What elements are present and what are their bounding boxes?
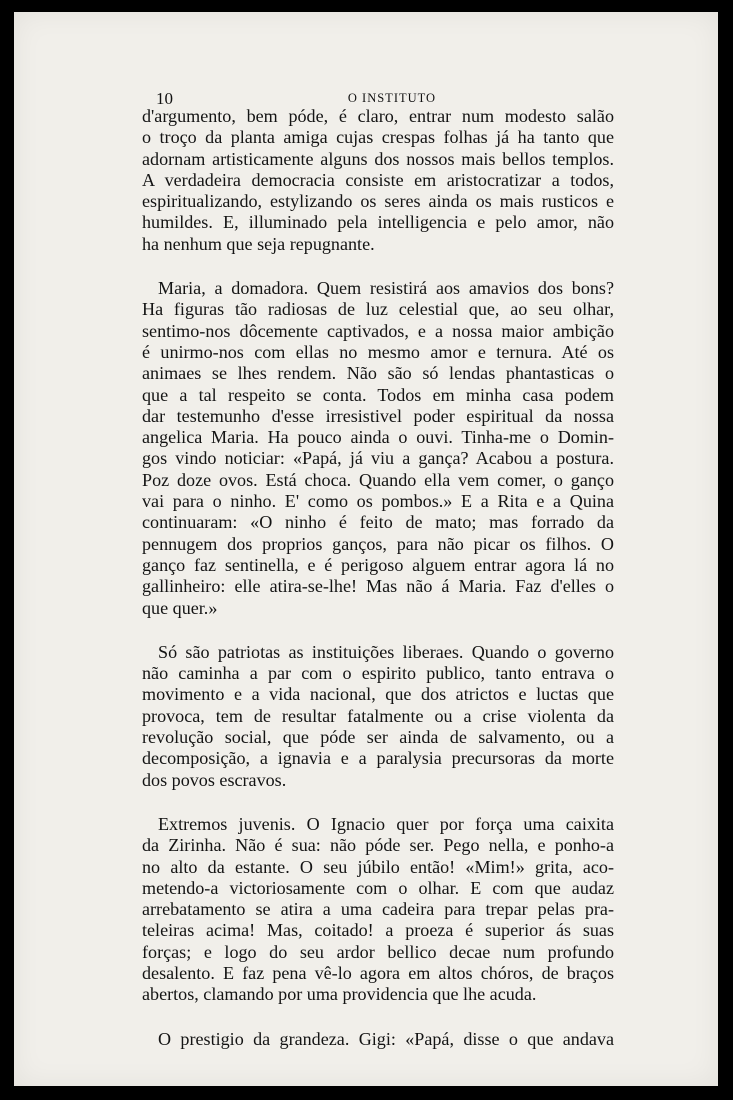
text-line: da Zirinha. Não é sua: não póde ser. Pego nella, e ponho-a: [142, 835, 614, 856]
text-line: vai para o ninho. E' como os pombos.» E a Rita e a Quina: [142, 491, 614, 512]
text-line: ganço faz sentinella, e é perigoso alguem entrar agora lá no: [142, 554, 614, 575]
text-line: que a tal respeito se conta. Todos em minha casa podem: [142, 384, 614, 405]
text-line: revolução social, que póde ser ainda de salvamento, ou a: [142, 727, 614, 748]
text-line: sentimo-nos dôcemente captivados, e a nossa maior ambição: [142, 320, 614, 341]
text-line: Só são patriotas as instituições liberaes. Quando o governo: [158, 641, 614, 662]
paragraph: [142, 106, 614, 255]
text-line: decomposição, a ignavia e a paralysia precursoras da morte: [142, 748, 614, 769]
text-line: animaes se lhes rendem. Não são só lendas phantasticas o: [142, 363, 614, 384]
text-line: O prestigio da grandeza. Gigi: «Papá, disse o que andava: [158, 1028, 614, 1049]
text-line: não caminha a par com o espirito publico, tanto entrava o: [142, 663, 614, 684]
text-line: no alto da estante. O seu júbilo então! «Mim!» grita, aco-: [142, 856, 614, 877]
text-line: desalento. E faz pena vê-lo agora em altos chóros, de braços: [142, 962, 614, 983]
text-line: teleiras acima! Mas, coitado! a proeza é superior ás suas: [142, 920, 614, 941]
text-line: dos povos escravos.: [142, 769, 287, 790]
text-line: que quer.»: [142, 597, 218, 618]
text-line: arrebatamento se atira a uma cadeira para trepar pelas pra-: [142, 899, 614, 920]
text-line: ha nenhum que seja repugnante.: [142, 233, 375, 254]
text-line: Maria, a domadora. Quem resistirá aos amavios dos bons?: [158, 278, 614, 299]
text-line: gallinheiro: elle atira-se-lhe! Mas não á Maria. Faz d'elles o: [142, 576, 614, 597]
text-line: movimento e a vida nacional, que dos atrictos e luctas que: [142, 684, 614, 705]
text-line: adornam artisticamente alguns dos nossos mais bellos templos.: [142, 148, 614, 169]
text-line: Ha figuras tão radiosas de luz celestial que, ao seu olhar,: [142, 299, 614, 320]
text-line: humildes. E, illuminado pela intelligencia e pelo amor, não: [142, 212, 614, 233]
paragraph: [142, 814, 614, 1006]
text-line: gos vindo noticiar: «Papá, já viu a gança? Acabou a postura.: [142, 448, 614, 469]
text-line: o troço da planta amiga cujas crespas folhas já ha tanto que: [142, 127, 614, 148]
paragraph: [142, 1029, 614, 1050]
text-line: forças; e logo do seu ardor bellico decae num profundo: [142, 941, 614, 962]
text-line: abertos, clamando por uma providencia que lhe acuda.: [142, 984, 537, 1005]
text-line: metendo-a victoriosamente com o olhar. E com que audaz: [142, 877, 614, 898]
text-line: provoca, tem de resultar fatalmente ou a crise violenta da: [142, 705, 614, 726]
text-line: A verdadeira democracia consiste em aristocratizar a todos,: [142, 169, 614, 190]
text-line: Extremos juvenis. O Ignacio quer por força uma caixita: [158, 813, 614, 834]
paragraph: [142, 278, 614, 619]
page-body: [142, 106, 614, 1073]
text-line: continuaram: «O ninho é feito de mato; mas forrado da: [142, 512, 614, 533]
running-title: O INSTITUTO: [347, 91, 437, 105]
text-line: angelica Maria. Ha pouco ainda o ouvi. Tinha-me o Domin-: [142, 427, 614, 448]
text-line: d'argumento, bem póde, é claro, entrar num modesto salão: [142, 106, 614, 126]
page-number: 10: [156, 89, 173, 108]
text-line: Poz doze ovos. Está choca. Quando ella vem comer, o ganço: [142, 469, 614, 490]
text-line: pennugem dos proprios ganços, para não picar os filhos. O: [142, 533, 614, 554]
text-line: espiritualizando, estylizando os seres ainda os mais rusticos e: [142, 191, 614, 212]
text-line: é unirmo-nos com ellas no mesmo amor e ternura. Até os: [142, 341, 614, 362]
text-line: dar testemunho d'esse irresistivel poder espiritual da nossa: [142, 405, 614, 426]
paragraph: [142, 642, 614, 791]
